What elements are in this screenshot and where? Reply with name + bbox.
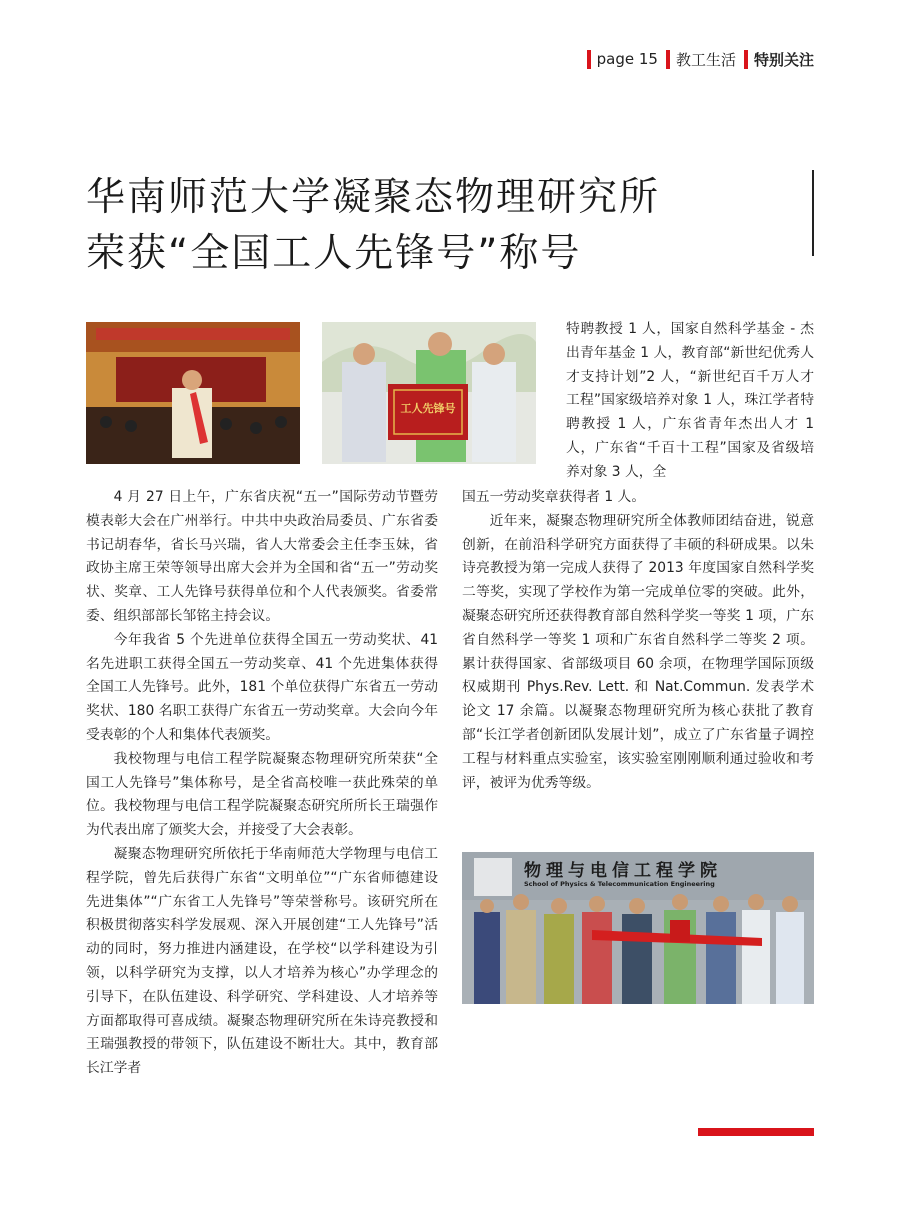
paragraph: 特聘教授 1 人，国家自然科学基金 - 杰出青年基金 1 人，教育部“新世纪优秀人才支持计划”2 人，“新世纪百千万人才工程”国家级培养对象 1 人，珠江学者特聘教授 1 人，广东省青年杰出人才 1 人，广东省“千百十工程”国家及省级培养对象 3 人，全 bbox=[566, 321, 814, 480]
paragraph: 今年我省 5 个先进单位获得全国五一劳动奖状、41 名先进职工获得全国五一劳动奖章、41 个先进集体获得全国工人先锋号。此外，181 个单位获得广东省五一劳动奖状、180 名职工获得广东省五一劳动奖章。大会向今年受表彰的个人和集体代表颁奖。 bbox=[86, 631, 438, 743]
paragraph: 4 月 27 日上午，广东省庆祝“五一”国际劳动节暨劳模表彰大会在广州举行。中共中央政治局委员、广东省委书记胡春华，省长马兴瑞，省人大常委会主任李玉妹，省政协主席王荣等领导出席大会并为全国和省“五一”劳动奖状、奖章、工人先锋号获得单位和个人代表颁奖。省委常委、组织部部长邹铭主持会议。 bbox=[86, 489, 438, 624]
article-title bbox=[86, 170, 786, 282]
article-column-left bbox=[86, 486, 438, 1081]
title-line-1: 华南师范大学凝聚态物理研究所 bbox=[86, 175, 661, 220]
page-header bbox=[587, 48, 814, 70]
section-label-highlight: 特别关注 bbox=[753, 50, 814, 69]
title-rule bbox=[812, 170, 814, 256]
paragraph: 近年来，凝聚态物理研究所全体教师团结奋进，锐意创新，在前沿科学研究方面获得了丰硕的科研成果。以朱诗亮教授为第一完成人获得了 2013 年度国家自然科学奖二等奖，实现了学校作为第一完成单位零的突破。此外，凝聚态研究所还获得教育部自然科学奖一等奖 1 项，广东省自然科学一等奖 1 项和广东省自然科学二等奖 2 项。累计获得国家、省部级项目 60 余项，在物理学国际顶级权威期刊 Phys.Rev. Lett. 和 Nat.Commun. 发表学术论文 17 余篇。以凝聚态物理研究所为核心获批了教育部“长江学者创新团队发展计划”，成立了广东省量子调控工程与材料重点实验室，该实验室刚刚顺利通过验收和考评，被评为优秀等级。 bbox=[462, 512, 814, 791]
article-column-right-top bbox=[566, 318, 814, 485]
paragraph: 凝聚态物理研究所依托于华南师范大学物理与电信工程学院，曾先后获得广东省“文明单位”“广东省师德建设先进集体”“广东省工人先锋号”等荣誉称号。该研究所在积极贯彻落实科学发展观、深入开展创建“工人先锋号”活动的同时，努力推进内涵建设，在学校“以学科建设为引领，以科学研究为支撑，以人才培养为核心”办学理念的引导下，在队伍建设、科学研究、学科建设、人才培养等方面都取得可喜成绩。凝聚态物理研究所在朱诗亮教授和王瑞强教授的带领下，队伍建设不断壮大。其中，教育部长江学者 bbox=[86, 845, 438, 1077]
footer-accent-bar bbox=[698, 1128, 814, 1136]
photo-group-building bbox=[462, 852, 814, 1004]
photo-ceremony-hall bbox=[86, 322, 300, 464]
paragraph: 我校物理与电信工程学院凝聚态物理研究所荣获“全国工人先锋号”集体称号，是全省高校唯一获此殊荣的单位。我校物理与电信工程学院凝聚态研究所所长王瑞强作为代表出席了颁奖大会，并接受了大会表彰。 bbox=[86, 750, 438, 839]
photo-banner-presentation bbox=[322, 322, 536, 464]
header-divider bbox=[587, 50, 591, 69]
article-column-right bbox=[462, 486, 814, 795]
header-divider bbox=[666, 50, 670, 69]
page-number: page 15 bbox=[596, 50, 658, 68]
section-label: 教工生活 bbox=[675, 50, 736, 69]
header-divider bbox=[744, 50, 748, 69]
title-line-2: 荣获“全国工人先锋号”称号 bbox=[86, 231, 582, 276]
paragraph: 国五一劳动奖章获得者 1 人。 bbox=[462, 489, 646, 505]
banner-text: 工人先锋号 bbox=[400, 402, 456, 415]
building-name-en: School of Physics & Telecommunication Engineering bbox=[524, 880, 715, 888]
building-name: 物理与电信工程学院 bbox=[524, 861, 722, 881]
